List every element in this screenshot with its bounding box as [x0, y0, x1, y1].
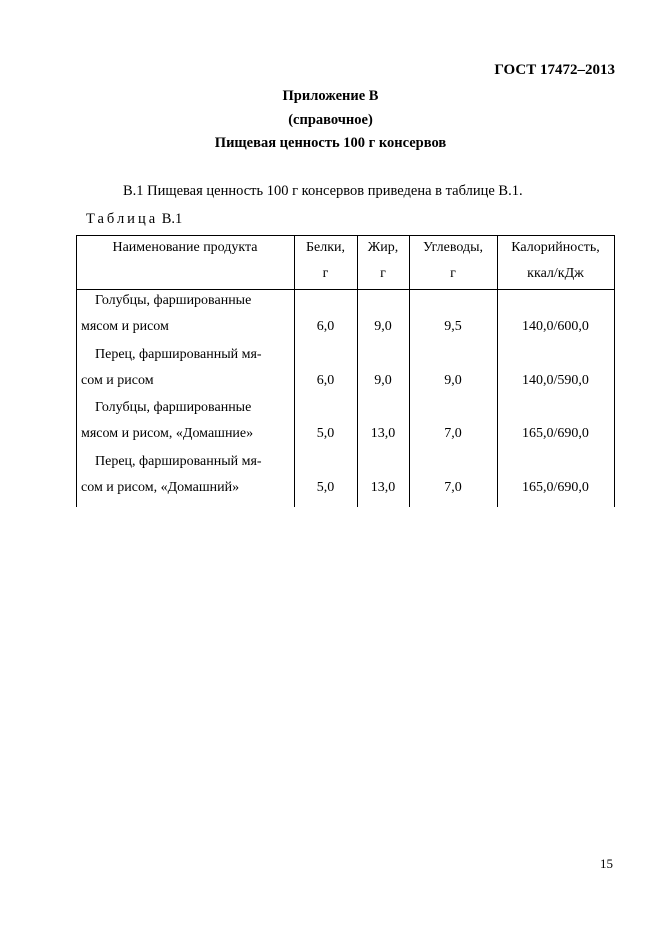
header-fat [357, 235, 409, 287]
table-row-name [81, 342, 291, 394]
table-right-border [614, 235, 615, 507]
table-label-number: В.1 [161, 211, 183, 227]
header-fat-line2: г [380, 266, 386, 281]
carbs-value: 7,0 [444, 480, 462, 495]
product-name-line1: Перец, фаршированный мя- [95, 347, 262, 362]
product-name-line1: Голубцы, фаршированные [95, 293, 252, 308]
nutrition-table [76, 235, 615, 507]
header-fat-line1: Жир, [367, 240, 399, 255]
fat-value: 9,0 [374, 373, 392, 388]
header-product-label: Наименование продукта [112, 240, 258, 255]
header-calories-line1: Калорийность, [511, 240, 600, 255]
calories-value: 140,0/590,0 [522, 373, 589, 388]
product-name-line2: сом и рисом [81, 373, 154, 388]
product-name-line2: мясом и рисом, «Домашние» [81, 426, 254, 441]
table-label [86, 211, 182, 228]
header-protein [294, 235, 357, 287]
product-name-line2: мясом и рисом [81, 319, 169, 334]
carbs-value: 9,0 [444, 373, 462, 388]
header-carbs-line2: г [450, 266, 456, 281]
table-left-border [76, 235, 77, 507]
header-protein-line1: Белки, [305, 240, 346, 255]
carbs-value: 9,5 [444, 319, 462, 334]
header-calories [497, 235, 614, 287]
table-label-prefix: Таблица [86, 211, 159, 227]
protein-value: 5,0 [316, 426, 335, 441]
protein-value: 6,0 [316, 319, 335, 334]
appendix-subject: Пищевая ценность 100 г консервов [214, 135, 447, 151]
appendix-title: Приложение В [282, 88, 379, 104]
header-calories-line2: ккал/кДж [527, 266, 584, 281]
table-row-name [81, 449, 291, 501]
document-id: ГОСТ 17472–2013 [494, 62, 615, 78]
header-carbs [409, 235, 497, 287]
fat-value: 9,0 [374, 319, 392, 334]
header-protein-line2: г [322, 266, 329, 281]
calories-value: 140,0/600,0 [522, 319, 589, 334]
table-row-name [81, 288, 291, 340]
protein-value: 6,0 [316, 373, 335, 388]
appendix-type: (справочное) [288, 112, 373, 128]
header-carbs-line1: Углеводы, [422, 240, 484, 255]
calories-value: 165,0/690,0 [522, 426, 589, 441]
fat-value: 13,0 [370, 426, 396, 441]
product-name-line1: Перец, фаршированный мя- [95, 454, 262, 469]
carbs-value: 7,0 [444, 426, 462, 441]
header-product [76, 235, 294, 261]
page-number: 15 [600, 856, 613, 871]
calories-value: 165,0/690,0 [522, 480, 589, 495]
product-name-line2: сом и рисом, «Домашний» [81, 480, 240, 495]
table-row-name [81, 395, 291, 447]
fat-value: 13,0 [370, 480, 396, 495]
protein-value: 5,0 [316, 480, 335, 495]
intro-paragraph: В.1 Пищевая ценность 100 г консервов приведена в таблице В.1. [123, 183, 523, 199]
product-name-line1: Голубцы, фаршированные [95, 400, 252, 415]
